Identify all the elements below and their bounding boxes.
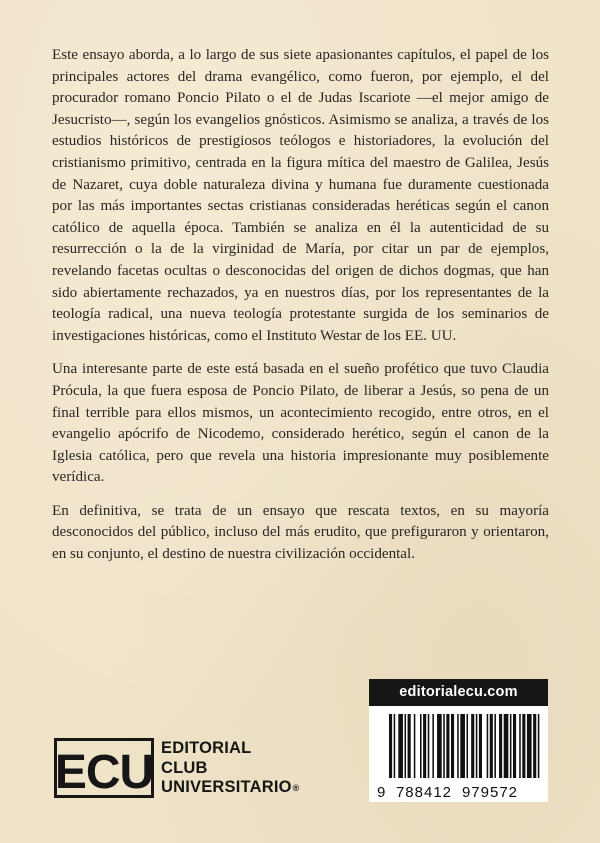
synopsis-text xyxy=(52,45,549,578)
ecu-logo-letters: ECU xyxy=(54,746,154,798)
paragraph-1: Este ensayo aborda, a lo largo de sus siete apasionantes capítulos, el papel de los principales actores del drama evangélico, como fueron, por ejemplo, el del procurador romano Poncio Pilato o el de Judas Iscariote —el mejor amigo de Jesucristo—, según los evangelios gnósticos. Asimismo se analiza, a través de los estudios históricos de prestigiosos teólogos e historiadores, la evolución del cristianismo primitivo, centrada en la figura mítica del maestro de Galilea, Jesús de Nazaret, cuya doble naturaleza divina y humana fue duramente cuestionada por las más importantes sectas cristianas consideradas heréticas según el canon católico de aquella época. También se analiza en él la autenticidad de su resurrección o la de la virginidad de María, por citar un par de ejemplos, revelando facetas ocultas o desconocidas del origen de dichos dogmas, que han sido abiertamente rechazados, ya en nuestros días, por los representantes de la teología radical, una nueva teología protestante surgida de los seminarios de investigaciones históricas, como el Instituto Westar de los EE. UU. xyxy=(52,47,549,344)
isbn-barcode xyxy=(369,706,548,802)
paragraph-2: Una interesante parte de este está basada en el sueño profético que tuvo Claudia Prócula, la que fuera esposa de Poncio Pilato, de liberar a Jesús, so pena de un final terrible para ellos mismos, un acontecimiento recogido, entre otros, en el evangelio apócrifo de Nicodemo, considerado herético, según el canon de la Iglesia católica, pero que revela una historia impresionante muy posiblemente verídica. xyxy=(52,361,549,486)
barcode-graphic xyxy=(369,706,548,802)
barcode-digit-first: 9 xyxy=(377,784,386,801)
publisher-website: editorialecu.com xyxy=(369,679,548,706)
barcode-digits-group1: 788412 xyxy=(395,784,453,801)
publisher-line-3-text: UNIVERSITARIO xyxy=(161,778,292,796)
publisher-line-1: EDITORIAL xyxy=(161,739,252,757)
barcode-digits-group2: 979572 xyxy=(461,784,519,801)
publisher-name xyxy=(161,739,299,799)
publisher-logo xyxy=(54,738,304,798)
ecu-logo-mark xyxy=(54,738,154,798)
publisher-line-2: CLUB xyxy=(161,758,208,777)
paragraph-3: En definitiva, se trata de un ensayo que rescata textos, en su mayoría desconocidos del público, incluso del más erudito, que prefiguraron y orientaron, en su conjunto, el destino de nuestra civilización occidental. xyxy=(52,502,549,563)
publisher-line-3 xyxy=(161,778,299,799)
registered-mark: ® xyxy=(292,783,300,793)
